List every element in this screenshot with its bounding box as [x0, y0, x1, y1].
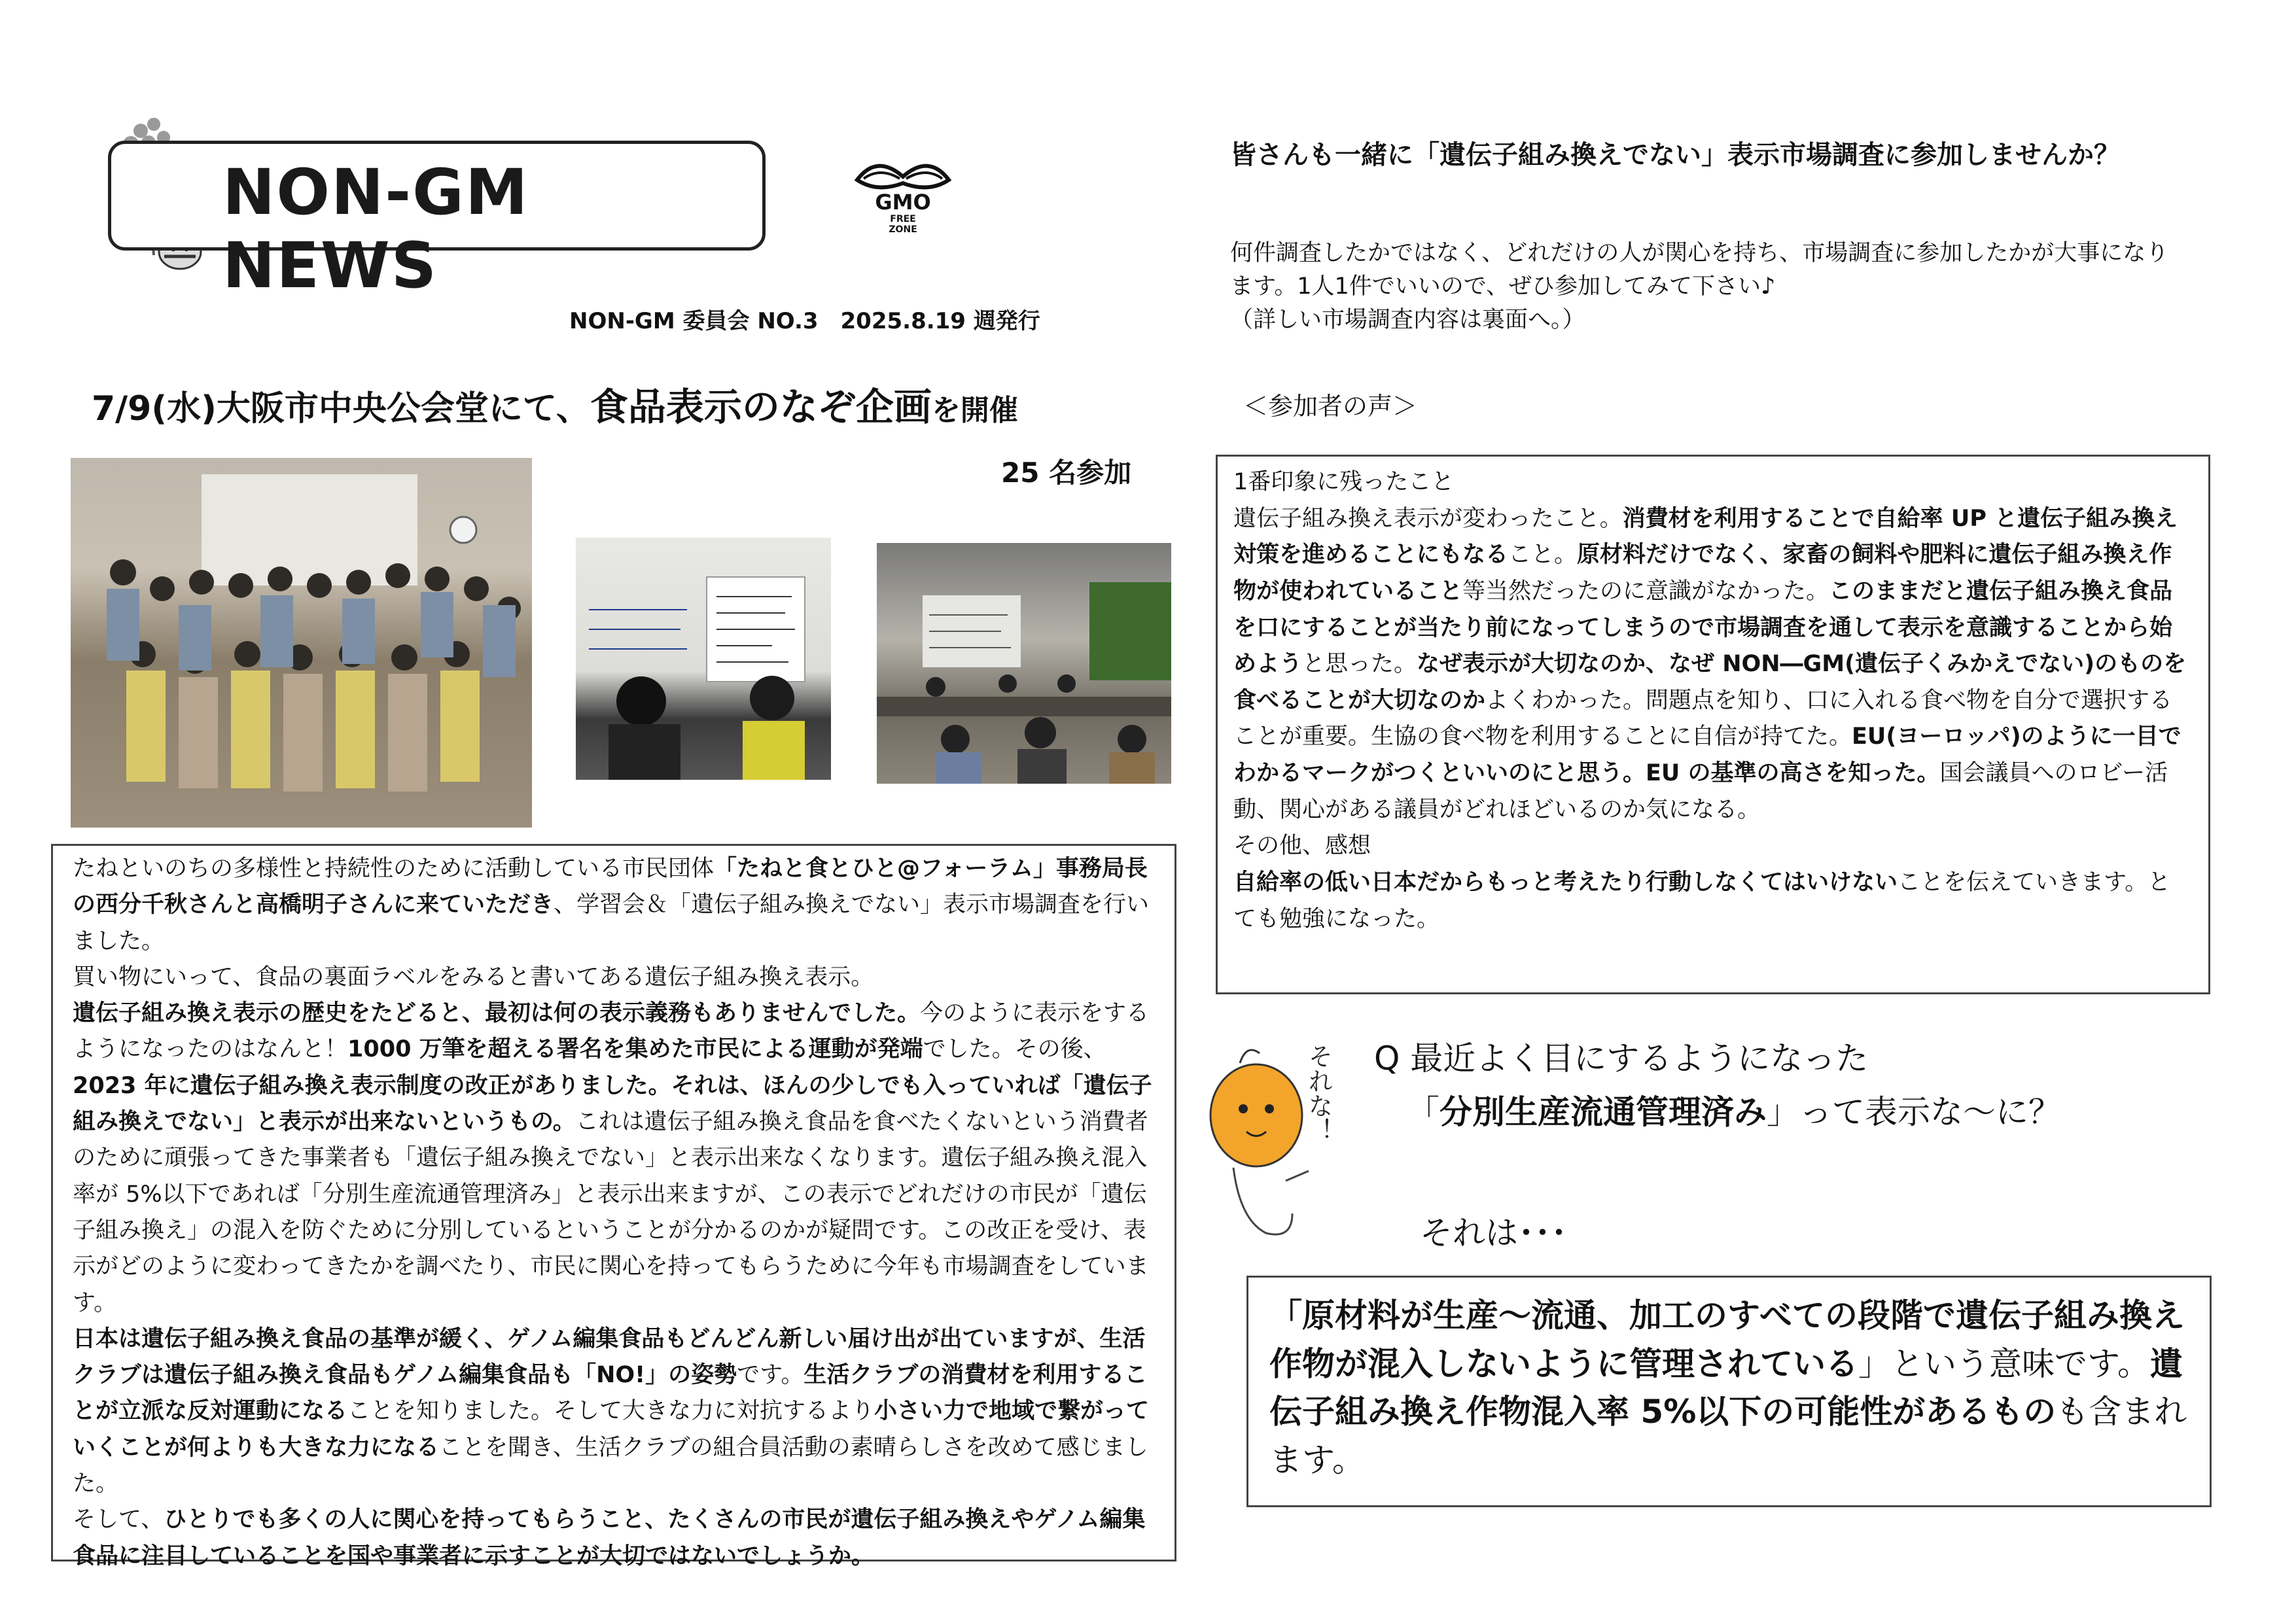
speakers-photo	[576, 538, 831, 780]
group-photo	[71, 458, 532, 828]
answer-text: 「原材料が生産～流通、加工のすべての段階で遺伝子組み換え作物が混入しないように管理されている」という意味です。遺伝子組み換え作物混入率 5%以下の可能性があるものも含まれます。	[1269, 1297, 2187, 1479]
article-box	[51, 844, 1176, 1569]
event-heading-title: 食品表示のなぞ企画	[590, 385, 932, 429]
answer-lead: それは･･･	[1420, 1214, 1567, 1252]
svg-text:GMO: GMO	[875, 190, 931, 215]
question-line-1: Q 最近よく目にするようになった	[1374, 1039, 1869, 1077]
mascot-illustration	[1194, 1017, 1345, 1292]
voices-heading: ＜参加者の声＞	[1243, 392, 1418, 421]
newsletter-title: NON-GM NEWS	[222, 156, 529, 302]
participant-voices-box	[1216, 455, 2210, 994]
voices-label: 1番印象に残ったこと	[1233, 469, 1455, 495]
answer-box	[1246, 1276, 2212, 1507]
survey-invitation-text: 何件調査したかではなく、どれだけの人が関心を持ち、市場調査に参加したかが大事になります。1人1件でいいので、ぜひ参加してみて下さい♪ （詳しい市場調査内容は裏面へ。）	[1230, 240, 2169, 333]
voices-label: その他、感想	[1233, 833, 1371, 860]
svg-text:FREE: FREE	[890, 214, 916, 224]
masthead-banner	[108, 141, 766, 302]
voices-text: 自給率の低い日本だからもっと考えたり行動しなくてはいけないことを伝えていきます。とても勉強になった。	[1233, 869, 2171, 932]
mascot-speech: それな！	[1304, 1043, 1333, 1143]
venue-photo	[877, 543, 1171, 784]
article-paragraph: そして、ひとりでも多くの人に関心を持ってもらうこと、たくさんの市民が遺伝子組み換えやゲノム編集食品に注目していることを国や事業者に示すことが大切ではないでしょうか。	[73, 1507, 1146, 1569]
event-heading	[92, 376, 1018, 431]
question-line-2: 「分別生産流通管理済み」って表示な～に？	[1407, 1093, 2061, 1131]
svg-text:ZONE: ZONE	[889, 224, 917, 235]
event-heading-suffix: を開催	[931, 394, 1018, 427]
event-heading-date-place: 7/9(水)大阪市中央公会堂にて、	[92, 389, 590, 428]
article-paragraph: 遺伝子組み換え表示の歴史をたどると、最初は何の表示義務もありませんでした。今のように表示をするようになったのはなんと！1000 万筆を超える署名を集めた市民による運動が発端でした。その後、2023 年に遺伝子組み換え表示制度の改正がありました。それは、ほんの少しでも入っていれば「遺伝子組み換えでない」と表示が出来ないというもの。これは遺伝子組み換え食品を食べたくないという消費者のために頑張ってきた事業者も「遺伝子組み換えでない」と表示出来なくなります。遺伝子組み換え混入率が 5%以下であれば「分別生産流通管理済み」と表示出来ますが、この表示でどれだけの市民が「遺伝子組み換え」の混入を防ぐために分別しているということが分かるのかが疑問です。この改正を受け、表示がどのように変わってきたかを調べたり、市民に関心を持ってもらうために今年も市場調査をしています。	[73, 1000, 1152, 1316]
survey-invitation-title: 皆さんも一緒に「遺伝子組み換えでない」表示市場調査に参加しませんか？	[1230, 140, 2120, 170]
article-paragraph: 買い物にいって、食品の裏面ラベルをみると書いてある遺伝子組み換え表示。	[73, 964, 874, 990]
article-paragraph: たねといのちの多様性と持続性のために活動している市民団体「たねと食とひと@フォーラム」事務局長の西分千秋さんと高橋明子さんに来ていただき、学習会＆「遺伝子組み換えでない」表示市場調査を行いました。	[73, 856, 1150, 954]
participant-count: 25 名参加	[1001, 457, 1132, 489]
article-paragraph: 日本は遺伝子組み換え食品の基準が緩く、ゲノム編集食品もどんどん新しい届け出が出ていますが、生活クラブは遺伝子組み換え食品もゲノム編集食品も「NO!」の姿勢です。生活クラブの消費材を利用することが立派な反対運動になることを知りました。そして大きな力に対抗するより小さい力で地域で繋がっていくことが何よりも大きな力になることを聞き、生活クラブの組合員活動の素晴らしさを改めて感じました。	[73, 1325, 1150, 1497]
voices-text: 遺伝子組み換え表示が変わったこと。消費材を利用することで自給率 UP と遺伝子組み換え対策を進めることにもなること。原材料だけでなく、家畜の飼料や肥料に遺伝子組み換え作物が使われていること等当然だったのに意識がなかった。このままだと遺伝子組み換え食品を口にすることが当たり前になってしまうので市場調査を通して表示を意識することから始めようと思った。なぜ表示が大切なのか、なぜ NON―GM(遺伝子くみかえでない)のものを食べることが大切なのかよくわかった。問題点を知り、口に入れる食べ物を自分で選択することが重要。生協の食べ物を利用することに自信が持てた。EU(ヨーロッパ)のように一目でわかるマークがつくといいのにと思う。EU の基準の高さを知った。国会議員へのロビー活動、関心がある議員がどれほどいるのか気になる。	[1233, 505, 2187, 823]
gmo-free-zone-logo	[844, 154, 962, 239]
issue-line: NON-GM 委員会 NO.3 2025.8.19 週発行	[569, 308, 1040, 334]
